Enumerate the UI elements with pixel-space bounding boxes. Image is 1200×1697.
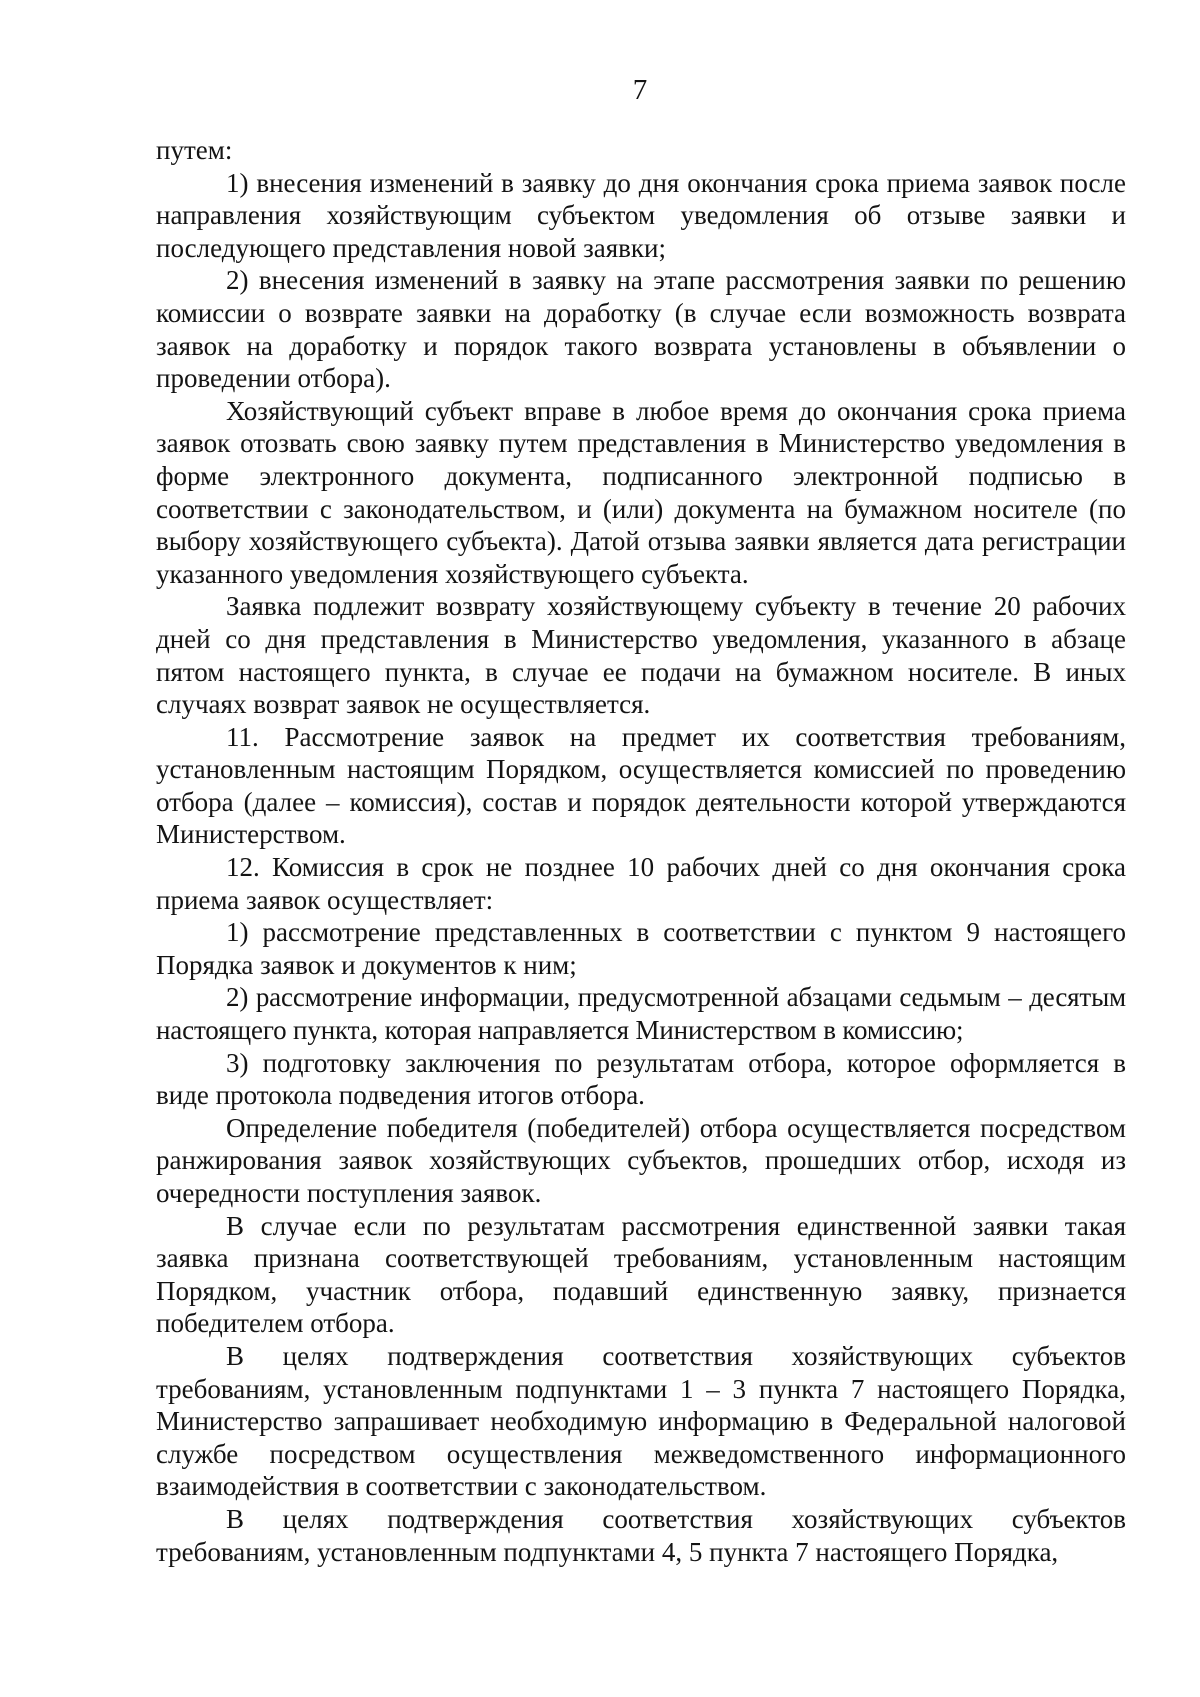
paragraph-8: 1) рассмотрение представленных в соответствии с пунктом 9 настоящего Порядка заявок и документов к ним; [156, 917, 1126, 980]
paragraph-5: Заявка подлежит возврату хозяйствующему субъекту в течение 20 рабочих дней со дня представления в Министерство уведомления, указанного в абзаце пятом настоящего пункта, в случае ее подачи на бумажном носителе. В иных случаях возврат заявок не осуществляется. [156, 591, 1126, 720]
paragraph-7: 12. Комиссия в срок не позднее 10 рабочих дней со дня окончания срока приема заявок осуществляет: [156, 852, 1126, 915]
document-body [156, 134, 1126, 1568]
paragraph-10: 3) подготовку заключения по результатам отбора, которое оформляется в виде протокола подведения итогов отбора. [156, 1047, 1126, 1111]
paragraph-13: В целях подтверждения соответствия хозяйствующих субъектов требованиям, установленным подпунктами 1 – 3 пункта 7 настоящего Порядка, Министерство запрашивает необходимую информацию в Федеральной налоговой службе посредством осуществления межведомственного информационного взаимодействия в соответствии с законодательством. [156, 1340, 1126, 1502]
paragraph-3: 2) внесения изменений в заявку на этапе рассмотрения заявки по решению комиссии о возврате заявки на доработку (в случае если возможность возврата заявок на доработку и порядок такого возврата установлены в объявлении о проведении отбора). [156, 265, 1126, 394]
paragraph-12: В случае если по результатам рассмотрения единственной заявки такая заявка признана соответствующей требованиям, установленным настоящим Порядком, участник отбора, подавший единственную заявку, признается победителем отбора. [156, 1210, 1126, 1339]
paragraph-14: В целях подтверждения соответствия хозяйствующих субъектов требованиям, установленным подпунктами 4, 5 пункта 7 настоящего Порядка, [156, 1503, 1126, 1567]
paragraph-1: путем: [156, 135, 233, 165]
paragraph-2: 1) внесения изменений в заявку до дня окончания срока приема заявок после направления хозяйствующим субъектом уведомления об отзыве заявки и последующего представления новой заявки; [156, 167, 1126, 263]
paragraph-6: 11. Рассмотрение заявок на предмет их соответствия требованиям, установленным настоящим Порядком, осуществляется комиссией по проведению отбора (далее – комиссия), состав и порядок деятельности которой утверждаются Министерством. [156, 721, 1126, 850]
paragraph-9: 2) рассмотрение информации, предусмотренной абзацами седьмым – десятым настоящего пункта, которая направляется Министерством в комиссию; [156, 982, 1126, 1046]
page-number: 7 [632, 74, 648, 106]
paragraph-4: Хозяйствующий субъект вправе в любое время до окончания срока приема заявок отозвать свою заявку путем представления в Министерство уведомления в форме электронного документа, подписанного электронной подписью в соответствии с законодательством, и (или) документа на бумажном носителе (по выбору хозяйствующего субъекта). Датой отзыва заявки является дата регистрации указанного уведомления хозяйствующего субъекта. [156, 395, 1126, 589]
paragraph-11: Определение победителя (победителей) отбора осуществляется посредством ранжирования заявок хозяйствующих субъектов, прошедших отбор, исходя из очередности поступления заявок. [156, 1112, 1126, 1208]
